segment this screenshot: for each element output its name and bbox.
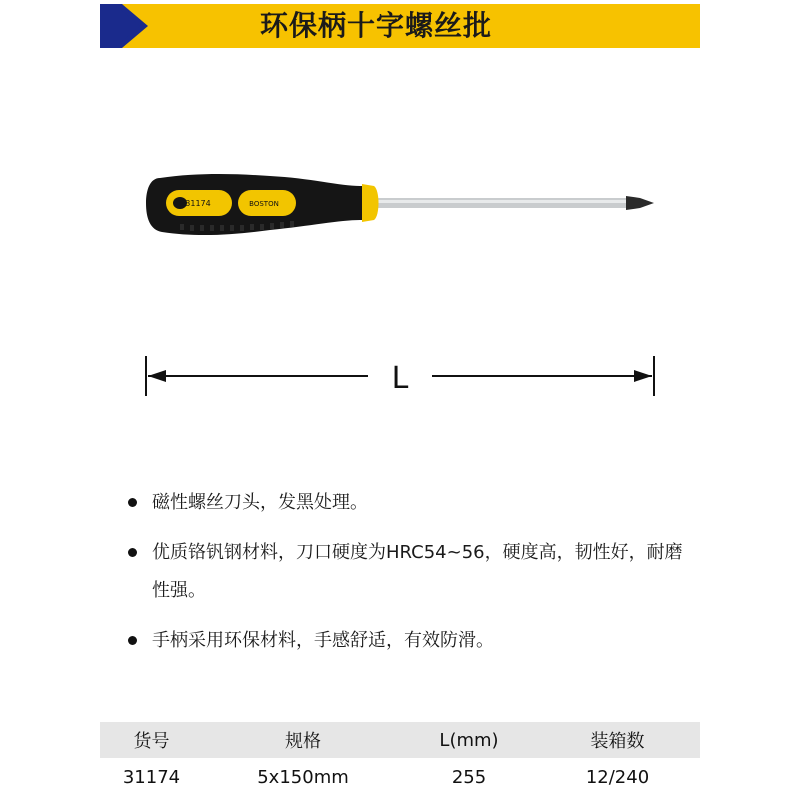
dimension-label: L [391,361,409,396]
feature-item [128,534,688,610]
cell-spec: 5x150mm [257,766,349,788]
feature-text: 手柄采用环保材料，手感舒适，有效防滑。 [152,630,494,651]
spec-table [100,722,700,796]
bullet-icon [128,636,137,645]
chevron-icon [100,4,160,48]
header-spec: 规格 [285,731,321,752]
table-row [100,758,700,796]
title-banner [100,4,700,48]
feature-text: 优质铬钒钢材料，刀口硬度为HRC54~56，硬度高，韧性好，耐磨性强。 [152,542,683,601]
bullet-icon [128,548,137,557]
header-item-no: 货号 [133,731,170,752]
header-pack-qty: 装箱数 [590,731,645,752]
handle-mark-code: 31174 [185,199,211,208]
cell-length: 255 [451,766,487,788]
cell-pack-qty: 12/240 [585,766,650,788]
bullet-icon [128,498,137,507]
feature-item [128,484,688,522]
feature-text: 磁性螺丝刀头，发黑处理。 [152,492,368,513]
handle-collar [362,184,379,222]
arrow-right-icon [634,370,652,382]
feature-item [128,622,688,660]
cell-item-no: 31174 [122,766,181,788]
page-title: 环保柄十字螺丝批 [260,9,493,42]
screwdriver-tip [626,196,654,210]
feature-list [128,484,688,672]
table-header-row [100,722,700,758]
arrow-left-icon [148,370,166,382]
header-length: L(mm) [439,729,499,751]
screwdriver-image [140,170,660,250]
handle-mark-brand: BOSTON [249,200,279,208]
